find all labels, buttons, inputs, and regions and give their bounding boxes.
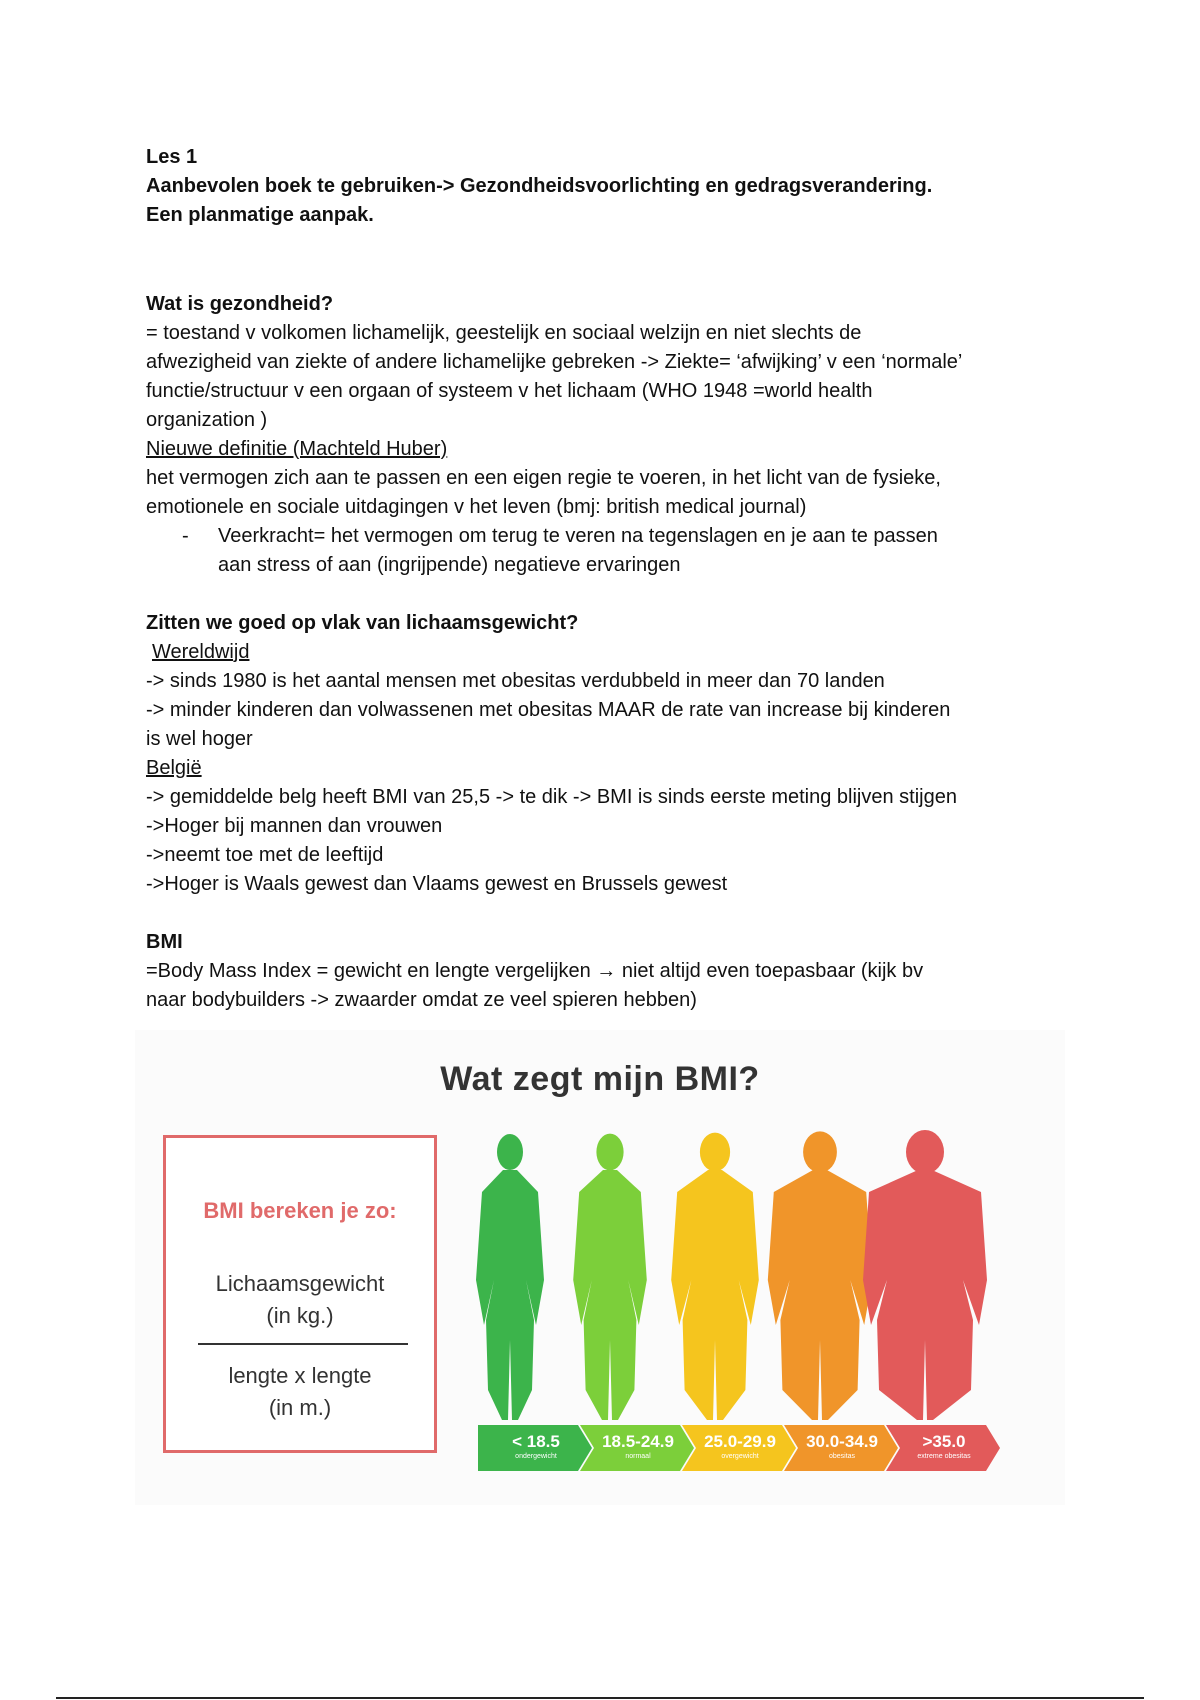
health-def-line: = toestand v volkomen lichamelijk, geestelijk en sociaal welzijn en niet slechts de [146, 322, 862, 344]
world-heading [146, 638, 1066, 667]
bmi-formula-box [163, 1135, 437, 1453]
bmi-range: < 18.5 [512, 1432, 560, 1451]
body-silhouette-1 [476, 1134, 544, 1420]
formula-denominator [166, 1360, 434, 1424]
bmi-infographic [135, 1030, 1065, 1505]
bmi-range: 30.0-34.9 [806, 1432, 878, 1451]
bmi-category: obesitas [828, 1453, 856, 1460]
health-def-line: organization ) [146, 409, 268, 431]
bmi-category: normaal [625, 1453, 651, 1460]
bmi-category: extreme obesitas [917, 1453, 971, 1460]
fraction-bar [198, 1343, 408, 1345]
new-def-line: het vermogen zich aan te passen en een eigen regie te voeren, in het licht van de fysieke, [146, 467, 941, 489]
world-line: -> minder kinderen dan volwassenen met obesitas MAAR de rate van increase bij kinderen [146, 699, 951, 721]
bmi-range: 25.0-29.9 [704, 1432, 776, 1451]
denominator-line: (in m.) [268, 1395, 332, 1420]
bullet-line: Veerkracht= het vermogen om terug te veren na tegenslagen en je aan te passen [218, 525, 938, 547]
health-def-line: afwezigheid van ziekte of andere lichamelijke gebreken -> Ziekte= ‘afwijking’ v een ‘normale’ [146, 351, 963, 373]
scale-label-4 [792, 1432, 892, 1461]
belgium-line: -> gemiddelde belg heeft BMI van 25,5 -> te dik -> BMI is sinds eerste meting blijven stijgen [146, 786, 957, 808]
bullet-line: aan stress of aan (ingrijpende) negatieve ervaringen [218, 554, 681, 576]
book-line-1: Aanbevolen boek te gebruiken-> Gezondheidsvoorlichting en gedragsverandering. [146, 175, 933, 197]
body-silhouettes [460, 1130, 1060, 1430]
belgium-heading: België [146, 757, 202, 779]
bmi-line: =Body Mass Index = gewicht en lengte vergelijken → niet altijd even toepasbaar (kijk bv [146, 960, 924, 982]
new-definition-heading: Nieuwe definitie (Machteld Huber) [146, 438, 448, 460]
body-silhouette-2 [573, 1134, 647, 1420]
belgium-line: ->neemt toe met de leeftijd [146, 844, 384, 866]
new-def-line: emotionele en sociale uitdagingen v het leven (bmj: british medical journal) [146, 496, 807, 518]
footer-divider [56, 1697, 1144, 1699]
bullet-continuation [146, 551, 1066, 580]
lesson-title: Les 1 [146, 146, 198, 168]
bullet-marker: - [182, 525, 189, 547]
document-page [146, 143, 1066, 1015]
health-def-line: functie/structuur v een orgaan of systeem v het lichaam (WHO 1948 =world health [146, 380, 873, 402]
scale-label-3 [690, 1432, 790, 1461]
world-heading-text: Wereldwijd [152, 641, 250, 663]
bmi-category: overgewicht [721, 1453, 759, 1460]
denominator-line: lengte x lengte [228, 1363, 372, 1388]
bmi-range: >35.0 [922, 1432, 966, 1451]
numerator-line: Lichaamsgewicht [215, 1271, 385, 1296]
formula-heading: BMI bereken je zo: [203, 1198, 397, 1223]
bmi-heading: BMI [146, 931, 183, 953]
weight-heading: Zitten we goed op vlak van lichaamsgewicht? [146, 612, 579, 634]
belgium-line: ->Hoger is Waals gewest dan Vlaams gewest en Brussels gewest [146, 873, 728, 895]
infographic-title: Wat zegt mijn BMI? [440, 1060, 760, 1098]
bmi-line: naar bodybuilders -> zwaarder omdat ze veel spieren hebben) [146, 989, 697, 1011]
bmi-category: ondergewicht [515, 1453, 557, 1460]
health-heading: Wat is gezondheid? [146, 293, 334, 315]
bullet-item [146, 522, 1066, 551]
world-line: -> sinds 1980 is het aantal mensen met obesitas verdubbeld in meer dan 70 landen [146, 670, 885, 692]
body-silhouette-4 [768, 1131, 872, 1420]
numerator-line: (in kg.) [266, 1303, 334, 1328]
world-line: is wel hoger [146, 728, 253, 750]
body-silhouette-5 [863, 1130, 987, 1420]
belgium-line: ->Hoger bij mannen dan vrouwen [146, 815, 443, 837]
scale-label-1 [486, 1432, 586, 1461]
bmi-range: 18.5-24.9 [602, 1432, 674, 1451]
formula-numerator [166, 1268, 434, 1332]
body-silhouette-3 [671, 1133, 759, 1420]
scale-label-5 [894, 1432, 994, 1461]
scale-label-2 [588, 1432, 688, 1461]
book-line-2: Een planmatige aanpak. [146, 204, 374, 226]
